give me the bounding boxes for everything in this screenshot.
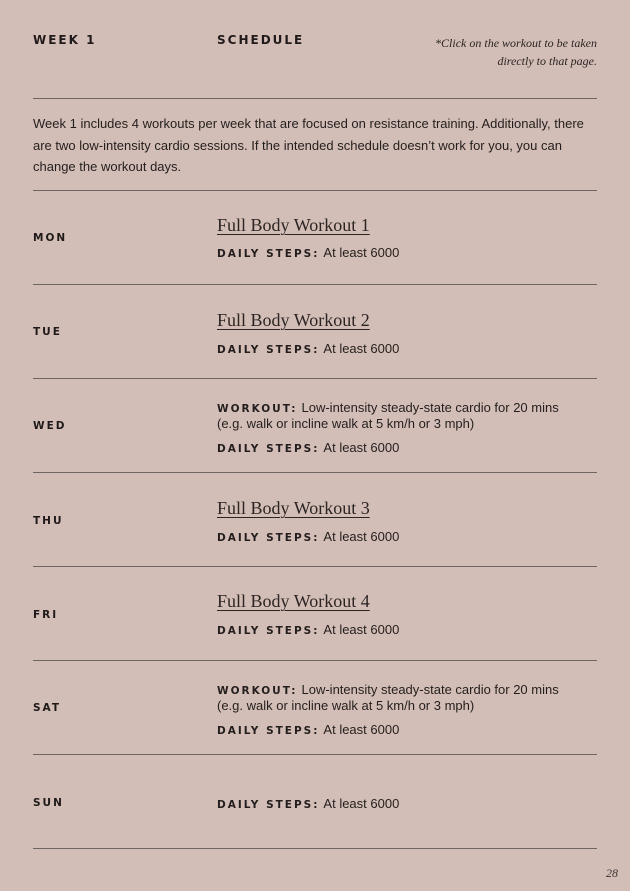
steps-value: At least 6000 [323, 440, 400, 455]
workout-link-4[interactable]: Full Body Workout 4 [217, 591, 370, 611]
steps-value: At least 6000 [323, 341, 400, 356]
page-number: 28 [606, 866, 618, 880]
day-label-thu: THU [33, 515, 64, 527]
steps-label: DAILY STEPS: [217, 625, 320, 637]
steps-label: DAILY STEPS: [217, 344, 320, 356]
workout-link-1[interactable]: Full Body Workout 1 [217, 215, 370, 235]
divider [33, 566, 597, 567]
steps-value: At least 6000 [323, 722, 400, 737]
day-label-sun: SUN [33, 797, 64, 809]
week-title: WEEK 1 [33, 33, 97, 47]
steps-value: At least 6000 [323, 796, 400, 811]
workout-desc-line1: Low-intensity steady-state cardio for 20 mins [301, 400, 559, 415]
workout-link-3[interactable]: Full Body Workout 3 [217, 498, 370, 518]
workout-label: WORKOUT: [217, 403, 298, 415]
divider [33, 472, 597, 473]
steps-value: At least 6000 [323, 245, 400, 260]
day-label-fri: FRI [33, 609, 59, 621]
divider [33, 284, 597, 285]
workout-desc-line2: (e.g. walk or incline walk at 5 km/h or 3 mph) [217, 416, 475, 431]
day-label-wed: WED [33, 420, 67, 432]
steps-value: At least 6000 [323, 529, 400, 544]
steps-label: DAILY STEPS: [217, 799, 320, 811]
workout-label: WORKOUT: [217, 685, 298, 697]
steps-row-wed [217, 439, 399, 458]
divider [33, 378, 597, 379]
divider [33, 98, 597, 99]
steps-label: DAILY STEPS: [217, 443, 320, 455]
steps-value: At least 6000 [323, 622, 400, 637]
workout-desc-line1: Low-intensity steady-state cardio for 20 mins [301, 682, 559, 697]
workout-desc-line2: (e.g. walk or incline walk at 5 km/h or 3 mph) [217, 698, 475, 713]
click-note: *Click on the workout to be taken directly to that page. [435, 36, 597, 68]
divider [33, 660, 597, 661]
day-label-tue: TUE [33, 326, 62, 338]
steps-row-thu [217, 528, 399, 547]
steps-row-sun [217, 795, 399, 814]
steps-label: DAILY STEPS: [217, 725, 320, 737]
day-label-sat: SAT [33, 702, 62, 714]
schedule-title: SCHEDULE [217, 33, 305, 47]
intro-text: Week 1 includes 4 workouts per week that are focused on resistance training. Additionally, there are two low-intensity cardio sessions. If the intended schedule doesn’t work for you, you can change the workout days. [33, 116, 584, 174]
divider [33, 848, 597, 849]
steps-row-tue [217, 340, 399, 359]
workout-link-2[interactable]: Full Body Workout 2 [217, 310, 370, 330]
steps-label: DAILY STEPS: [217, 532, 320, 544]
steps-row-sat [217, 721, 399, 740]
steps-label: DAILY STEPS: [217, 248, 320, 260]
divider [33, 754, 597, 755]
divider [33, 190, 597, 191]
steps-row-fri [217, 621, 399, 640]
day-label-mon: MON [33, 232, 68, 244]
steps-row-mon [217, 244, 399, 263]
